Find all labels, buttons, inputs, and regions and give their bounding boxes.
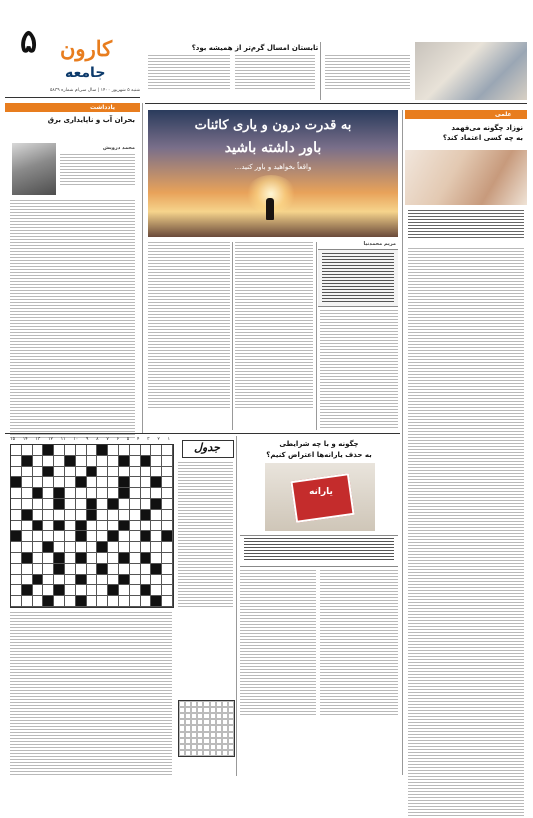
column-number: ۱۴ (22, 437, 28, 442)
crossword-cell (11, 521, 22, 532)
crossword-cell (65, 553, 76, 564)
crossword-cell (87, 456, 98, 467)
crossword-cell (22, 445, 33, 456)
science-lead (408, 210, 524, 240)
crossword-cell (43, 531, 54, 542)
logo-sub: جامعه (65, 65, 106, 81)
crossword-cell (130, 564, 141, 575)
crossword-cell (162, 521, 173, 532)
crossword-cell (151, 585, 162, 596)
crossword-cell (54, 585, 65, 596)
crossword-cell (162, 531, 173, 542)
crossword-cell (54, 445, 65, 456)
middle-col-4 (320, 310, 398, 430)
crossword-cell (76, 488, 87, 499)
crossword-cell (97, 477, 108, 488)
author-photo (12, 143, 56, 195)
middle-col-2 (148, 242, 230, 410)
crossword-cell (119, 564, 130, 575)
crossword-cell (11, 510, 22, 521)
crossword-cell (108, 521, 119, 532)
crossword-cell (54, 467, 65, 478)
subsidy-image (265, 463, 375, 531)
crossword-cell (11, 477, 22, 488)
crossword-cell (65, 499, 76, 510)
baby-photo (405, 150, 527, 205)
sudoku-grid (178, 700, 235, 757)
crossword-cell (76, 596, 87, 607)
crossword-clues-horizontal (178, 462, 233, 609)
masthead-rule (5, 97, 140, 98)
crossword-cell (119, 456, 130, 467)
crossword-cell (97, 596, 108, 607)
tax-subtitle: به حذف یارانه‌ها اعتراض کنیم؟ (266, 451, 372, 459)
crossword-clues-vertical (10, 612, 172, 777)
crossword-cell (130, 445, 141, 456)
crossword-cell (162, 445, 173, 456)
crossword-cell (33, 456, 44, 467)
crossword-cell (119, 542, 130, 553)
crossword-cell (43, 488, 54, 499)
crossword-cell (130, 585, 141, 596)
crossword-cell (76, 542, 87, 553)
crossword-cell (76, 499, 87, 510)
crossword-cell (11, 531, 22, 542)
memo-title: بحران آب و ناپایداری برق (47, 116, 135, 124)
crossword-cell (43, 542, 54, 553)
memo-tag: یادداشت (90, 104, 115, 111)
crossword-cell (22, 521, 33, 532)
crossword-cell (119, 445, 130, 456)
column-number: ۱ (167, 437, 170, 442)
crossword-cell (65, 488, 76, 499)
crossword-cell (22, 456, 33, 467)
crossword-cell (54, 510, 65, 521)
crossword-cell (130, 531, 141, 542)
crossword-cell (87, 467, 98, 478)
hero-person (266, 198, 274, 220)
crossword-cell (97, 521, 108, 532)
hero-line3: واقعاً بخواهید و باور کنید... (234, 163, 312, 171)
crossword-cell (162, 542, 173, 553)
crossword-cell (87, 575, 98, 586)
crossword-cell (65, 456, 76, 467)
column-number: ۸ (96, 437, 99, 442)
memo-author-bio (60, 154, 135, 187)
crossword-cell (11, 488, 22, 499)
crossword-cell (54, 531, 65, 542)
crossword-cell (108, 564, 119, 575)
crossword-cell (76, 477, 87, 488)
crossword-cell (162, 596, 173, 607)
crossword-cell (43, 585, 54, 596)
crossword-cell (151, 531, 162, 542)
crossword-cell (119, 521, 130, 532)
crossword-cell (151, 456, 162, 467)
tax-lead (244, 538, 394, 562)
crossword-cell (54, 575, 65, 586)
crossword-cell (97, 467, 108, 478)
crossword-cell (43, 553, 54, 564)
tax-title: چگونه و با چه شرایطی (279, 440, 359, 448)
crossword-cell (11, 585, 22, 596)
crossword-cell (33, 564, 44, 575)
crossword-cell (43, 477, 54, 488)
crossword-cell (119, 596, 130, 607)
crossword-cell (87, 585, 98, 596)
crossword-cell (119, 585, 130, 596)
crossword-cell (54, 542, 65, 553)
crossword-cell (108, 575, 119, 586)
crossword-cell (141, 499, 152, 510)
crossword-cell (11, 456, 22, 467)
crossword-cell (108, 553, 119, 564)
crossword-cell (33, 553, 44, 564)
crossword-cell (141, 542, 152, 553)
crossword-cell (141, 488, 152, 499)
crossword-cell (43, 575, 54, 586)
crossword-cell (141, 553, 152, 564)
crossword-cell (65, 510, 76, 521)
crossword-cell (162, 456, 173, 467)
crossword-cell (108, 467, 119, 478)
crossword-cell (119, 467, 130, 478)
crossword-cell (151, 467, 162, 478)
crossword-cell (65, 564, 76, 575)
crossword-cell (65, 445, 76, 456)
crossword-cell (151, 488, 162, 499)
crossword-cell (130, 553, 141, 564)
crossword-cell (11, 499, 22, 510)
crossword-cell (141, 564, 152, 575)
crossword-cell (22, 575, 33, 586)
crossword-cell (130, 575, 141, 586)
crossword-cell (108, 477, 119, 488)
crossword-cell (162, 488, 173, 499)
crossword-cell (87, 488, 98, 499)
crossword-cell (22, 477, 33, 488)
memo-body (10, 200, 135, 440)
tax-rule (236, 436, 237, 776)
subsidy-card (290, 473, 354, 523)
crossword-cell (33, 585, 44, 596)
top-section-rule (145, 103, 527, 104)
crossword-cell (33, 531, 44, 542)
crossword-cell (22, 531, 33, 542)
crossword-cell (141, 477, 152, 488)
crossword-cell (43, 596, 54, 607)
top-story-text-left (148, 55, 230, 91)
crossword-cell (119, 510, 130, 521)
crossword-cell (130, 488, 141, 499)
column-number: ۲ (157, 437, 160, 442)
science-subtitle: به چه کسی اعتماد کند؟ (442, 134, 523, 142)
crossword-cell (22, 596, 33, 607)
crossword-cell (97, 456, 108, 467)
crossword-cell (97, 531, 108, 542)
crossword-cell (97, 585, 108, 596)
right-column-rule (402, 110, 403, 775)
crossword-cell (141, 585, 152, 596)
crossword-cell (141, 575, 152, 586)
crossword-cell (22, 499, 33, 510)
crossword-cell (130, 596, 141, 607)
crossword-cell (141, 456, 152, 467)
crossword-cell (97, 564, 108, 575)
crossword-cell (87, 445, 98, 456)
crossword-cell (119, 488, 130, 499)
crossword-cell (33, 510, 44, 521)
crossword-cell (151, 596, 162, 607)
crossword-cell (87, 564, 98, 575)
subsidy-image-text: یارانه (309, 487, 333, 497)
column-number: ۱۲ (48, 437, 53, 442)
crossword-cell (54, 521, 65, 532)
crossword-cell (33, 521, 44, 532)
crossword-cell (22, 542, 33, 553)
crossword-cell (22, 585, 33, 596)
crossword-cell (108, 542, 119, 553)
crossword-cell (141, 531, 152, 542)
crossword-cell (65, 477, 76, 488)
left-column-rule (142, 103, 143, 433)
crossword-cell (65, 467, 76, 478)
crossword-cell (33, 488, 44, 499)
crossword-cell (151, 575, 162, 586)
crossword-cell (151, 477, 162, 488)
logo-main: کارون (60, 36, 113, 61)
crossword-cell (151, 553, 162, 564)
hero-line2: باور داشته باشید (224, 140, 322, 156)
crossword-cell (33, 542, 44, 553)
mid-rule-2 (316, 242, 317, 430)
crossword-cell (11, 445, 22, 456)
crossword-cell (11, 553, 22, 564)
crossword-cell (108, 456, 119, 467)
crossword-cell (130, 467, 141, 478)
crossword-cell (11, 564, 22, 575)
crossword-cell (54, 564, 65, 575)
middle-lead (322, 253, 394, 304)
crossword-cell (87, 542, 98, 553)
column-number: ۶ (116, 437, 119, 442)
crossword-cell (108, 510, 119, 521)
mid-rule-1 (232, 242, 233, 430)
crossword-cell (151, 521, 162, 532)
crossword-cell (43, 456, 54, 467)
crossword-cell (54, 456, 65, 467)
crossword-cell (76, 510, 87, 521)
crossword-cell (141, 467, 152, 478)
crossword-cell (151, 445, 162, 456)
crossword-cell (97, 499, 108, 510)
middle-author: مریم محمدنیا (363, 241, 396, 247)
crossword-cell (43, 521, 54, 532)
top-story-text-right (325, 55, 410, 91)
issue-line: شنبه ۵ شهریور ۱۴۰۰ | سال سی‌ام شماره ۵۸۳۹ (50, 88, 140, 93)
crossword-cell (43, 499, 54, 510)
crossword-cell (87, 510, 98, 521)
crossword-cell (87, 553, 98, 564)
tax-col-left (240, 570, 316, 717)
crossword-cell (76, 531, 87, 542)
crossword-cell (97, 575, 108, 586)
sudoku-cell (228, 750, 234, 756)
science-body (408, 248, 524, 818)
crossword-cell (151, 499, 162, 510)
top-story-headline: تابستان امسال گرم‌تر از همیشه بود؟ (191, 44, 319, 52)
column-number: ۱۵ (10, 437, 16, 442)
crossword-cell (87, 531, 98, 542)
crossword-cell (130, 456, 141, 467)
crossword-cell (162, 564, 173, 575)
crossword-cell (97, 542, 108, 553)
crossword-cell (76, 564, 87, 575)
crossword-cell (76, 553, 87, 564)
crossword-cell (76, 585, 87, 596)
memo-author: محمد درویش (102, 145, 135, 151)
crossword-cell (141, 510, 152, 521)
crossword-cell (33, 499, 44, 510)
middle-col-3 (235, 242, 313, 410)
crossword-column-numbers (10, 437, 170, 442)
crossword-cell (108, 488, 119, 499)
crossword-cell (108, 499, 119, 510)
puzzle-title: جدول (194, 441, 220, 454)
crossword-cell (11, 542, 22, 553)
crossword-cell (108, 585, 119, 596)
crossword-cell (11, 575, 22, 586)
tax-col-right (320, 570, 398, 717)
crossword-cell (33, 467, 44, 478)
science-tag: علمی (495, 111, 512, 118)
crossword-cell (76, 575, 87, 586)
crossword-cell (76, 456, 87, 467)
column-number: ۹ (85, 437, 89, 442)
crossword-cell (76, 521, 87, 532)
crossword-cell (108, 596, 119, 607)
crossword-cell (119, 499, 130, 510)
crossword-cell (33, 596, 44, 607)
crossword-cell (54, 596, 65, 607)
crossword-cell (151, 542, 162, 553)
column-number: ۴ (136, 437, 140, 442)
crossword-cell (22, 510, 33, 521)
column-number: ۱۰ (73, 437, 79, 442)
mid-section-rule (5, 433, 400, 434)
crossword-cell (130, 542, 141, 553)
crossword-cell (87, 477, 98, 488)
crossword-cell (65, 542, 76, 553)
crossword-cell (22, 488, 33, 499)
top-column-rule (320, 42, 321, 100)
crossword-cell (162, 477, 173, 488)
crossword-cell (65, 575, 76, 586)
crossword-cell (162, 467, 173, 478)
crossword-cell (130, 510, 141, 521)
page-number: ۵ (20, 22, 38, 60)
column-number: ۱۱ (60, 437, 66, 442)
crossword-cell (162, 585, 173, 596)
crossword-cell (141, 596, 152, 607)
crossword-cell (87, 521, 98, 532)
crossword-cell (43, 510, 54, 521)
crossword-cell (130, 477, 141, 488)
crossword-cell (43, 445, 54, 456)
crossword-cell (54, 488, 65, 499)
crossword-cell (43, 467, 54, 478)
crossword-cell (65, 596, 76, 607)
memo-tag-bar (5, 103, 140, 112)
crossword-cell (54, 477, 65, 488)
crossword-cell (141, 521, 152, 532)
top-right-photo (415, 42, 527, 100)
crossword-cell (65, 585, 76, 596)
crossword-cell (119, 531, 130, 542)
crossword-cell (22, 564, 33, 575)
crossword-cell (11, 467, 22, 478)
crossword-cell (130, 521, 141, 532)
crossword-cell (97, 510, 108, 521)
crossword-cell (162, 575, 173, 586)
crossword-cell (97, 445, 108, 456)
crossword-cell (76, 445, 87, 456)
crossword-cell (108, 531, 119, 542)
crossword-cell (76, 467, 87, 478)
crossword-cell (162, 510, 173, 521)
crossword-cell (33, 445, 44, 456)
column-number: ۷ (106, 437, 109, 442)
crossword-cell (119, 553, 130, 564)
crossword-grid (10, 444, 174, 608)
crossword-cell (65, 521, 76, 532)
crossword-cell (11, 596, 22, 607)
crossword-cell (87, 499, 98, 510)
hero-line1: به قدرت درون و یاری کائنات (194, 118, 352, 133)
crossword-cell (151, 510, 162, 521)
crossword-cell (33, 575, 44, 586)
crossword-cell (119, 477, 130, 488)
crossword-cell (108, 445, 119, 456)
crossword-cell (65, 531, 76, 542)
top-story-text-mid (235, 55, 315, 91)
crossword-cell (22, 553, 33, 564)
crossword-cell (162, 499, 173, 510)
crossword-cell (97, 553, 108, 564)
crossword-cell (97, 488, 108, 499)
column-number: ۵ (126, 437, 130, 442)
crossword-cell (130, 499, 141, 510)
crossword-cell (22, 467, 33, 478)
crossword-cell (162, 553, 173, 564)
crossword-cell (54, 499, 65, 510)
crossword-cell (119, 575, 130, 586)
crossword-cell (87, 596, 98, 607)
column-number: ۳ (147, 437, 150, 442)
crossword-cell (141, 445, 152, 456)
crossword-cell (33, 477, 44, 488)
crossword-cell (54, 553, 65, 564)
crossword-cell (43, 564, 54, 575)
crossword-cell (151, 564, 162, 575)
science-title: نوزاد چگونه می‌فهمد (451, 124, 523, 132)
column-number: ۱۳ (35, 437, 41, 442)
